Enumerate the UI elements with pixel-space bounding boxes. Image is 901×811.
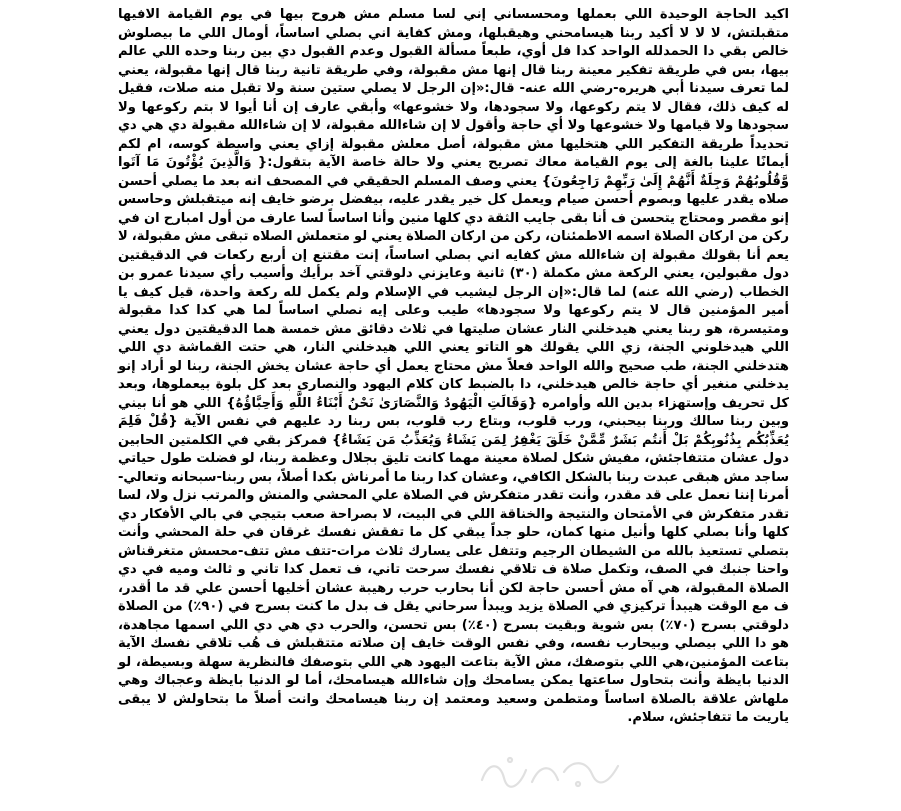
article-body-paragraph: اكيد الحاجة الوحيدة اللي بعملها ومحسساني إني لسا مسلم مش هروح بيها في يوم القيامة الافيها متقبلتش، لا لا لا أكيد ربنا هيسامحني وهيقبلها، ومش كفاية اني بصلي اساساً، أومال اللي ما بيصلوش خالص بقي دا الحمدلله الواحد كدا فل أوي، طبعاً مسألة القبول وعدم القبول دي بين ربنا وحده اللي عالم بيها، بس في طريقة تفكير معينة ربنا قال إنها مش مقبولة، وفي طريقة تانية ربنا قال إنها مقبولة، يعني لما تعرف سيدنا أبي هريره-رضي الله عنه- قال:«إن الرجل لا يصلي ستين سنة ولا تقبل منه صلات، فقيل له كيف ذلك، فقال لا يتم ركوعها، ولا سجودها، ولا خشوعها» وأبقي عارف إن أنا أيوا لا بتم ركوعها ولا سجودها ولا قيامها ولا خشوعها ولا أي حاجة وأقول لا إن شاءالله مقبولة، لا إن شاءالله مقبولة دي هي دي تحديداً طريقة التفكير اللي هتخليها مش مقبولة، أصل معلش مقبولة إزاي يعني واسطة كوسه، ام لكم أيمانًا علينا بالغة إلى يوم القيامة معاك تصريح يعني ولا حالة خاصة الآية بتقول:{ وَالَّذِينَ يُؤْتُونَ مَا آتَوا وَّقُلُوبُهُمْ وَجِلَةٌ أَنَّهُمْ إِلَىٰ رَبِّهِمْ رَاجِعُونَ} يعني وصف المسلم الحقيقي في المصحف انه بعد ما يصلي أحسن صلاه يقدر عليها وبصوم أحسن صيام ويعمل كل خير يقدر عليه، بيفضل برضو خايف إنه ميتقبلش وحاسس إنو مقصر ومحتاج يتحسن ف أنا بقى جايب الثقة دي كلها منين وأنا اساساً لسا عارف من أول امبارح ان في ركن من اركان الصلاة اسمه الاطمئنان، ركن من اركان الصلاة يعني لو متعملش الصلاه تبقى مش مقبولة، لا يعم أنا بقولك مقبولة إن شاءالله مش كفايه اني بصلي اساساً، إنت مقتنع إن أربع ركعات في الدقيقتين دول مقبولين، يعني الركعة مش مكملة (٣٠) ثانية وعايزني دلوقتي آخد برأيك وأسيب رأي سيدنا عمرو بن الخطاب (رضي الله عنه) لما قال:«إن الرجل ليشيب في الإسلام ولم يكمل لله ركعة واحدة، قيل كيف يا أمير المؤمنين قال لا يتم ركوعها ولا سجودها» طيب وعلى إيه نصلي اساساً لما هي كدا كدا مقبولة ومتيسرة، هو ربنا يعني هيدخلني النار عشان صليتها في ثلاث دقائق مش خمسة هما الدقيقتين دول يعني اللي هيدخلوني الجنة، زي اللي يقولك هو التاتو يعني اللي هيدخلني النار، هي حتت القماشة دي اللي هتدخلني الجنة، طب صحيح والله الواحد فعلاً مش محتاج يعمل أي حاجة عشان يخش الجنة، ربنا لو أراد إنو يدخلني منغير أي حاجة خالص هيدخلني، دا بالضبط كان كلام اليهود والنصارى بعد كل بلوة بيعملوها، وبعد كل تحريف وإستهزاء بدين الله وأوامره {وَقَالَتِ الْيَهُودُ وَالنَّصَارَىٰ نَحْنُ أَبْنَاءُ اللَّهِ وَأَحِبَّاؤُهُ} اللي هو أنا بيني وبين ربنا سالك وربنا بيحبني، ورب قلوب، وبتاع رب قلوب، بس ربنا رد عليهم في نفس الآية {قُلْ فَلِمَ يُعَذِّبُكُم بِذُنُوبِكُمْ بَلْ أَنتُم بَشَرٌ مِّمَّنْ خَلَقَ يَغْفِرُ لِمَن يَشَاءُ وَيُعَذِّبُ مَن يَشَاءُ} فمركز بقي في الكلمتين الحابين دول عشان متتفاجئش، مفيش شكل لصلاة معينة مهما كانت تليق بجلال وعظمة ربنا، لو فضلت طول حياتي ساجد مش هبقى عبدت ربنا بالشكل الكافي، وعشان كدا ربنا ما أمرناش بكدا أصلاً، بس ربنا-سبحانه وتعالي- أمرنا إننا نعمل على قد مقدر، وأنت تقدر متفكرش في الصلاة علي المحشي والمنش والمرتب نزل ولا، لسا تقدر متفكرش في الأمتحان والنتيجة والخناقة اللي في البيت، لا بصراحة صعب بتيجي في بالي الأفكار دي كلها وأنا بصلي كلها وأنيل منها كمان، حلو جداً يبقي كل ما تفقش نفسك غرقان في حلة المحشي وأنت بتصلي تستعيذ بالله من الشيطان الرجيم وتتفل على يسارك ثلاث مرات-تتف مش تتف-محسش متغرقناش واحنا جنبك في الصف، وتكمل صلاة ف تلاقي نفسك سرحت تاني، ف تعمل كدا تاني و ثالث وميه في دي الصلاة المقبولة، هي آه مش أحسن حاجة لكن أنا بحارب حرب رهيبة عشان أخليها أحسن علي قد ما أقدر، ف مع الوقت هيبدأ تركيزي في الصلاة يزيد ويبدأ سرحاني يقل ف بدل ما كنت بسرح في (٩٠٪) من الصلاة دلوقتي بسرح (٧٠٪) بس شوية وبقيت بسرح (٤٠٪) بس تحسن، والحرب دي هي دي اللي اسمها مجاهدة، هو دا اللي بيصلي وبيحارب نفسه، وفي نفس الوقت خايف إن صلاته متتقبلش ف هُب تلاقي نفسك الآية بتاعت المؤمنين،هي اللي بتوصفك، مش الآية بتاعت اليهود هي اللي بتوصفك فالنظرية سهلة وبسيطة، لو الدنيا بايظة وأنت بتحاول ساعتها يمكن يسامحك وإن شاءالله هيسامحك، أما لو الدنيا بايظة وعجباك وهي ملهاش علاقة بالصلاة اساساً ومتطمن وسعيد ومعتمد إن ربنا هيسامحك وانت أصلاً ما بتحاولش لا يبقى ياريت ما تتفاجئش، سلام. xyxy=(118,7,789,725)
